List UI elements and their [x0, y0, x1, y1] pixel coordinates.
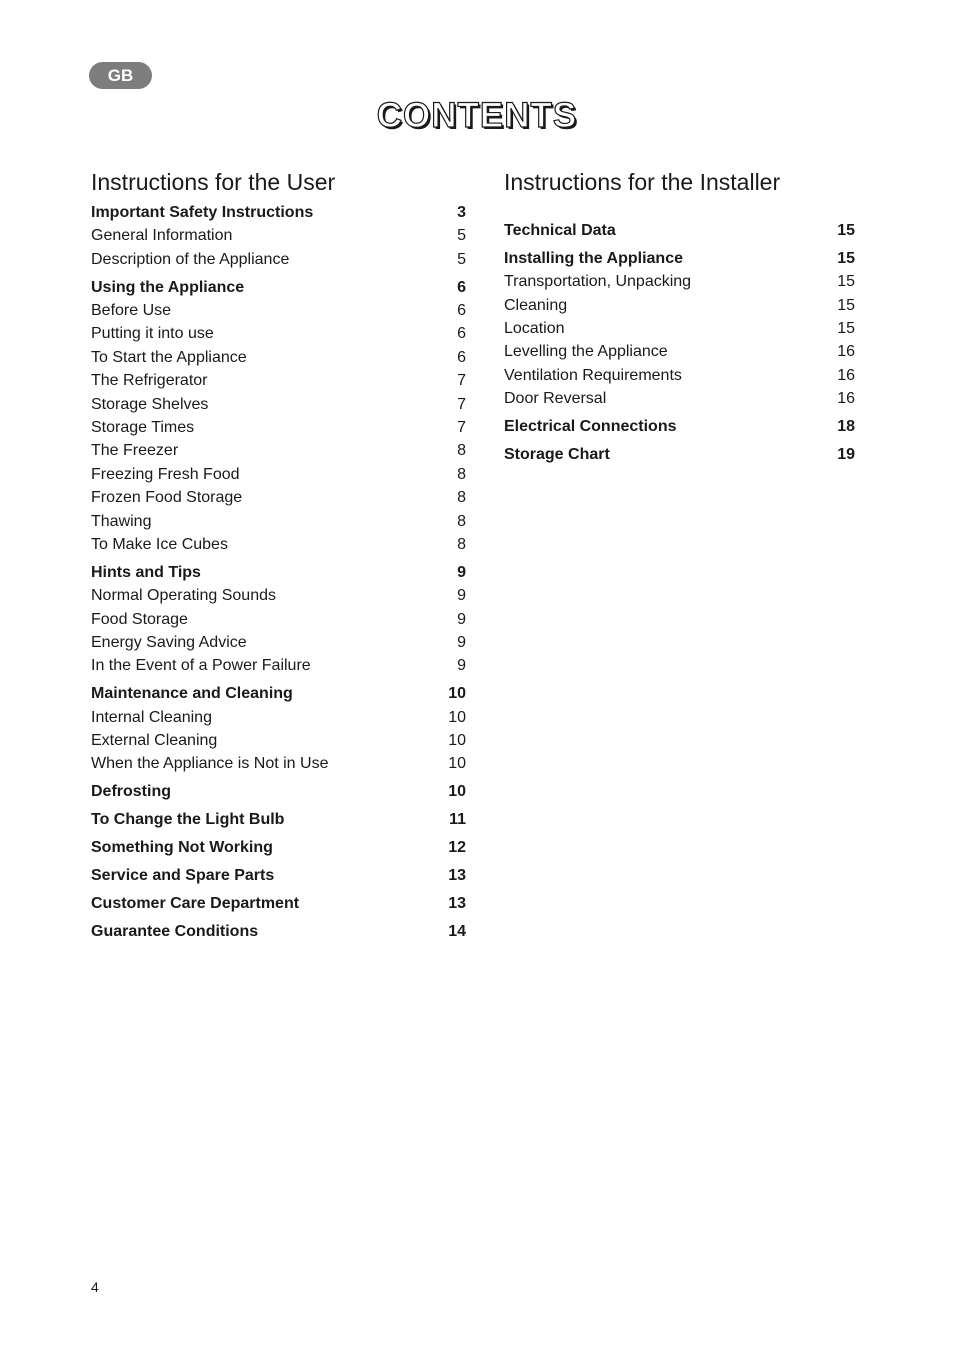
toc-entry-page: 15 — [837, 222, 855, 239]
installer-instructions-column — [504, 166, 855, 466]
toc-entry-page: 8 — [457, 442, 466, 460]
toc-entry-label: Storage Times — [91, 419, 195, 437]
toc-section-entry — [91, 561, 466, 584]
toc-section-entry — [91, 920, 466, 943]
toc-entry-label: Ventilation Requirements — [504, 366, 682, 384]
toc-entry-label: Installing the Appliance — [504, 249, 683, 267]
toc-entry-label: In the Event of a Power Failure — [91, 657, 311, 675]
toc-entry-label: Defrosting — [91, 783, 171, 801]
toc-entry-page: 9 — [457, 587, 466, 605]
toc-section-entry — [91, 682, 466, 705]
toc-entry-page: 11 — [449, 811, 466, 829]
toc-entry — [91, 463, 466, 486]
toc-entry-label: Guarantee Conditions — [91, 922, 259, 940]
toc-entry-label: Maintenance and Cleaning — [91, 685, 293, 703]
toc-section-entry — [91, 836, 466, 859]
toc-entry-label: Freezing Fresh Food — [91, 465, 240, 483]
toc-entry-label: Energy Saving Advice — [91, 634, 247, 652]
toc-entry-page: 10 — [448, 732, 466, 750]
toc-entry-page: 8 — [457, 535, 466, 553]
toc-entry-page: 9 — [457, 634, 466, 652]
toc-entry-page: 12 — [448, 839, 466, 857]
toc-entry-label: Using the Appliance — [91, 278, 245, 296]
toc-entry — [504, 340, 855, 363]
toc-entry — [91, 346, 466, 369]
toc-entry-page: 5 — [457, 227, 466, 245]
toc-entry-page: 14 — [448, 922, 466, 940]
toc-section-entry — [91, 892, 466, 915]
toc-entry-page: 7 — [457, 372, 466, 390]
toc-section-entry — [91, 808, 466, 831]
toc-entry-page: 5 — [457, 250, 466, 268]
toc-entry-label: Location — [504, 320, 565, 338]
toc-entry — [91, 299, 466, 322]
toc-entry-page: 7 — [457, 419, 466, 437]
toc-entry-page: 6 — [457, 278, 466, 296]
toc-entry-page: 9 — [457, 610, 466, 628]
user-toc-list — [91, 201, 466, 943]
toc-entry — [504, 364, 855, 387]
toc-entry — [504, 270, 855, 293]
toc-entry-page: 15 — [837, 249, 855, 267]
toc-entry — [91, 439, 466, 462]
toc-entry-page: 10 — [448, 708, 466, 726]
toc-entry — [91, 584, 466, 607]
toc-entry — [91, 608, 466, 631]
toc-entry-label: Storage Shelves — [91, 395, 209, 413]
toc-section-entry — [91, 201, 466, 224]
toc-entry-page: 13 — [448, 894, 466, 912]
toc-entry-label: Internal Cleaning — [91, 708, 212, 726]
toc-entry — [91, 654, 466, 677]
toc-entry-page: 7 — [457, 395, 466, 413]
toc-entry-label: Transportation, Unpacking — [504, 273, 692, 291]
toc-entry-page: 8 — [457, 465, 466, 483]
toc-entry-label: The Refrigerator — [91, 372, 208, 390]
toc-entry — [91, 224, 466, 247]
toc-entry-page: 15 — [837, 273, 855, 291]
toc-entry-page: 15 — [837, 296, 855, 314]
toc-entry-label: Description of the Appliance — [91, 250, 290, 268]
page-number: 4 — [91, 1279, 99, 1295]
toc-entry-label: Cleaning — [504, 296, 568, 314]
toc-entry — [91, 729, 466, 752]
toc-entry-label: To Start the Appliance — [91, 348, 247, 366]
toc-entry-label: Technical Data — [504, 222, 616, 239]
toc-entry-label: Frozen Food Storage — [91, 489, 243, 507]
toc-entry — [91, 369, 466, 392]
toc-entry — [91, 752, 466, 775]
toc-entry — [91, 393, 466, 416]
toc-section-entry — [504, 415, 855, 438]
toc-entry-label: Electrical Connections — [504, 418, 677, 436]
toc-entry-label: To Change the Light Bulb — [91, 811, 285, 829]
toc-entry-page: 10 — [448, 783, 466, 801]
toc-entry-label: Hints and Tips — [91, 563, 201, 581]
toc-entry — [91, 510, 466, 533]
toc-entry-page: 10 — [448, 685, 466, 703]
toc-entry — [504, 387, 855, 410]
toc-entry-label: To Make Ice Cubes — [91, 535, 228, 553]
toc-entry-page: 19 — [837, 446, 855, 464]
toc-section-entry — [504, 443, 855, 466]
toc-section-entry — [91, 276, 466, 299]
toc-entry-label: The Freezer — [91, 442, 179, 460]
toc-entry — [91, 322, 466, 345]
page-title: CONTENTS — [376, 96, 578, 135]
toc-entry-page: 9 — [457, 563, 466, 581]
toc-entry — [91, 533, 466, 556]
toc-entry — [91, 416, 466, 439]
toc-entry-label: Before Use — [91, 302, 172, 320]
toc-entry-label: When the Appliance is Not in Use — [91, 755, 329, 773]
toc-entry-page: 16 — [837, 343, 855, 361]
toc-entry — [91, 248, 466, 271]
toc-section-entry — [504, 219, 855, 242]
installer-section-heading: Instructions for the Installer — [504, 169, 781, 195]
toc-entry-page: 13 — [448, 867, 466, 885]
toc-entry-label: External Cleaning — [91, 732, 218, 750]
toc-entry-page: 16 — [837, 366, 855, 384]
installer-toc-list — [504, 219, 855, 466]
toc-entry-label: Important Safety Instructions — [91, 204, 314, 221]
toc-entry-label: Customer Care Department — [91, 894, 300, 912]
toc-entry-page: 18 — [837, 418, 855, 436]
toc-entry-page: 10 — [448, 755, 466, 773]
toc-entry-label: Normal Operating Sounds — [91, 587, 276, 605]
toc-entry — [91, 706, 466, 729]
toc-entry — [504, 294, 855, 317]
toc-entry-page: 8 — [457, 489, 466, 507]
toc-entry-label: Door Reversal — [504, 390, 607, 408]
toc-entry-page: 6 — [457, 348, 466, 366]
toc-entry-label: Levelling the Appliance — [504, 343, 668, 361]
user-instructions-column — [91, 166, 466, 943]
toc-entry — [504, 317, 855, 340]
toc-entry-label: Putting it into use — [91, 325, 214, 343]
toc-section-entry — [91, 864, 466, 887]
toc-entry-label: Food Storage — [91, 610, 188, 628]
toc-entry-page: 3 — [457, 204, 466, 221]
toc-entry-label: Thawing — [91, 512, 152, 530]
user-section-heading: Instructions for the User — [91, 169, 336, 195]
language-badge: GB — [89, 62, 152, 89]
toc-entry-page: 9 — [457, 657, 466, 675]
toc-entry — [91, 486, 466, 509]
toc-entry-page: 6 — [457, 302, 466, 320]
toc-entry-page: 16 — [837, 390, 855, 408]
toc-entry — [91, 631, 466, 654]
toc-entry-page: 15 — [837, 320, 855, 338]
toc-entry-label: Storage Chart — [504, 446, 610, 464]
toc-entry-label: Something Not Working — [91, 839, 273, 857]
toc-entry-label: General Information — [91, 227, 233, 245]
toc-entry-page: 6 — [457, 325, 466, 343]
toc-entry-label: Service and Spare Parts — [91, 867, 275, 885]
toc-section-entry — [91, 780, 466, 803]
toc-entry-page: 8 — [457, 512, 466, 530]
toc-section-entry — [504, 247, 855, 270]
